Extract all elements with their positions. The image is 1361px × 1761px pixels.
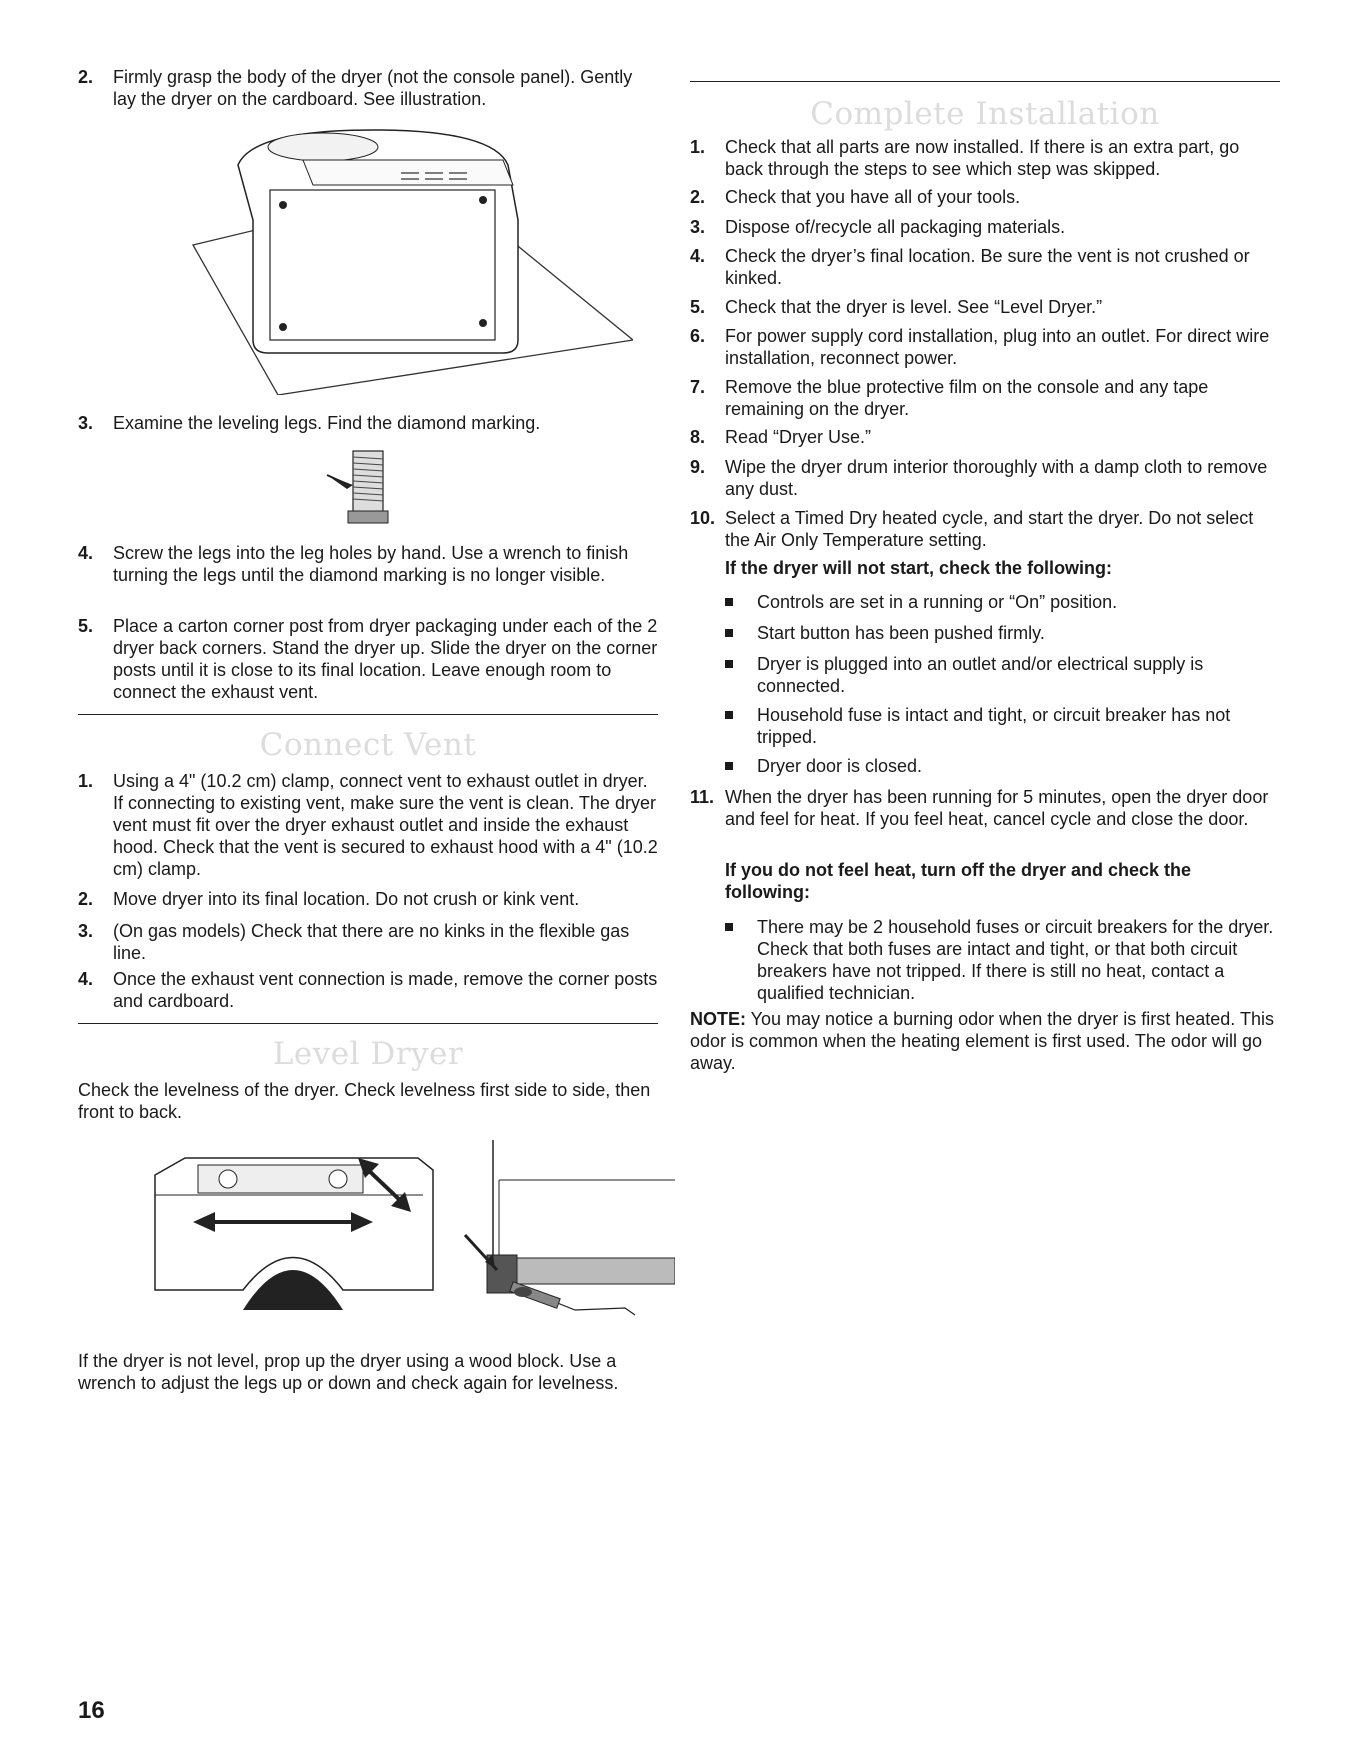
bullet-icon: [725, 923, 733, 931]
step-number: 1.: [78, 771, 94, 791]
step-number: 6.: [690, 326, 706, 346]
step-number: 9.: [690, 457, 706, 477]
step-text: Using a 4" (10.2 cm) clamp, connect vent to exhaust outlet in dryer. If connecting to existing vent, make sure the vent is clean. The dryer vent must fit over the dryer exhaust outlet and inside the exhaust hood. Check that the vent is secured to exhaust hood with a 4" (10.2 cm) clamp.: [113, 771, 658, 879]
note-paragraph: [690, 1008, 1280, 1074]
bullet-icon: [725, 598, 733, 606]
step-text: Read “Dryer Use.”: [725, 427, 872, 447]
bullet-text: There may be 2 household fuses or circuit breakers for the dryer. Check that both fuses are intact and tight, or that both circuit breakers have not tripped. If there is still no heat, contact a qualified technician.: [757, 917, 1274, 1003]
bullet-text: Dryer is plugged into an outlet and/or electrical supply is connected.: [757, 654, 1204, 696]
bullet-text: Household fuse is intact and tight, or circuit breaker has not tripped.: [757, 705, 1231, 747]
connect-vent-step-4: [78, 968, 658, 1012]
complete-step-6: [690, 325, 1280, 369]
step-text: For power supply cord installation, plug into an outlet. For direct wire installation, reconnect power.: [725, 326, 1270, 368]
step-4-screw-legs: [78, 542, 658, 586]
complete-step-7: [690, 376, 1280, 420]
complete-step-2: [690, 186, 1280, 208]
step-number: 2.: [690, 187, 706, 207]
connect-vent-step-1: [78, 770, 658, 880]
step-number: 4.: [690, 246, 706, 266]
bullet-icon: [725, 762, 733, 770]
complete-step-4: [690, 245, 1280, 289]
step-text: Remove the blue protective film on the console and any tape remaining on the dryer.: [725, 377, 1209, 419]
complete-step-3: [690, 216, 1280, 238]
step-text: When the dryer has been running for 5 minutes, open the dryer door and feel for heat. If you feel heat, cancel cycle and close the door.: [725, 787, 1269, 829]
complete-installation-heading: Complete Installation: [810, 96, 1160, 132]
no-heat-bullet: [725, 916, 1275, 1004]
bullet-text: Dryer door is closed.: [757, 756, 923, 776]
step-text: Wipe the dryer drum interior thoroughly with a damp cloth to remove any dust.: [725, 457, 1268, 499]
step-text: Check that you have all of your tools.: [725, 187, 1021, 207]
bullet-icon: [725, 660, 733, 668]
step-3-examine-legs: [78, 412, 658, 434]
level-dryer-intro: Check the levelness of the dryer. Check levelness first side to side, then front to back.: [78, 1080, 651, 1122]
complete-step-1: [690, 136, 1280, 180]
connect-vent-step-3: [78, 920, 658, 964]
bullet-icon: [725, 629, 733, 637]
step-text: Examine the leveling legs. Find the diamond marking.: [113, 413, 541, 433]
complete-step-10: [690, 507, 1280, 551]
section-divider: [690, 81, 1280, 82]
step-number: 1.: [690, 137, 706, 157]
step-number: 4.: [78, 969, 94, 989]
note-text: You may notice a burning odor when the dryer is first heated. This odor is common when the heating element is first used. The odor will go away.: [690, 1009, 1274, 1073]
not-start-bullet: [725, 755, 1275, 777]
dryer-on-cardboard-illustration: [173, 125, 633, 395]
step-number: 2.: [78, 889, 94, 909]
not-start-bullet: [725, 622, 1275, 644]
not-start-bullet: [725, 591, 1275, 613]
no-heat-heading: If you do not feel heat, turn off the dryer and check the following:: [725, 860, 1192, 902]
level-dryer-outro: If the dryer is not level, prop up the dryer using a wood block. Use a wrench to adjust the legs up or down and check again for levelness.: [78, 1351, 619, 1393]
step-text: Check that all parts are now installed. If there is an extra part, go back through the steps to see which step was skipped.: [725, 137, 1240, 179]
level-side-to-side-illustration: [143, 1150, 443, 1320]
page-number: 16: [78, 1697, 105, 1724]
step-2-lay-dryer: [78, 66, 658, 110]
section-divider: [78, 714, 658, 715]
step-number: 8.: [690, 427, 706, 447]
step-text: Check the dryer’s final location. Be sure the vent is not crushed or kinked.: [725, 246, 1250, 288]
section-divider: [78, 1023, 658, 1024]
connect-vent-heading: Connect Vent: [259, 727, 477, 763]
step-text: Select a Timed Dry heated cycle, and start the dryer. Do not select the Air Only Temperature setting.: [725, 508, 1254, 550]
step-number: 7.: [690, 377, 706, 397]
connect-vent-step-2: [78, 888, 658, 910]
complete-step-8: [690, 426, 1280, 448]
level-dryer-heading: Level Dryer: [272, 1036, 464, 1072]
bullet-text: Start button has been pushed firmly.: [757, 623, 1045, 643]
step-number: 4.: [78, 543, 94, 563]
step-number: 5.: [690, 297, 706, 317]
step-number: 10.: [690, 508, 716, 528]
not-start-bullet: [725, 653, 1275, 697]
note-label: NOTE:: [690, 1009, 746, 1029]
step-text: Screw the legs into the leg holes by hand. Use a wrench to finish turning the legs until the diamond marking is no longer visible.: [113, 543, 629, 585]
complete-step-9: [690, 456, 1280, 500]
complete-step-11: [690, 786, 1280, 830]
step-number: 3.: [78, 413, 94, 433]
step-number: 5.: [78, 616, 94, 636]
step-text: Place a carton corner post from dryer packaging under each of the 2 dryer back corners. Stand the dryer up. Slide the dryer on the corner posts until it is close to its final location. Leave enough room to connect the exhaust vent.: [113, 616, 658, 702]
complete-step-5: [690, 296, 1280, 318]
step-5-corner-posts: [78, 615, 658, 703]
step-text: Once the exhaust vent connection is made, remove the corner posts and cardboard.: [113, 969, 658, 1011]
step-number: 11.: [690, 787, 715, 807]
step-number: 3.: [690, 217, 706, 237]
step-text: Check that the dryer is level. See “Level Dryer.”: [725, 297, 1103, 317]
step-text: Firmly grasp the body of the dryer (not the console panel). Gently lay the dryer on the cardboard. See illustration.: [113, 67, 633, 109]
step-text: Move dryer into its final location. Do not crush or kink vent.: [113, 889, 580, 909]
step-number: 2.: [78, 67, 94, 87]
not-start-bullet: [725, 704, 1275, 748]
not-start-heading: If the dryer will not start, check the following:: [725, 558, 1113, 578]
step-text: Dispose of/recycle all packaging materials.: [725, 217, 1066, 237]
level-front-to-back-illustration: [445, 1140, 675, 1320]
step-text: (On gas models) Check that there are no kinks in the flexible gas line.: [113, 921, 630, 963]
bullet-icon: [725, 711, 733, 719]
leveling-leg-illustration: [323, 445, 403, 530]
step-number: 3.: [78, 921, 94, 941]
bullet-text: Controls are set in a running or “On” position.: [757, 592, 1118, 612]
